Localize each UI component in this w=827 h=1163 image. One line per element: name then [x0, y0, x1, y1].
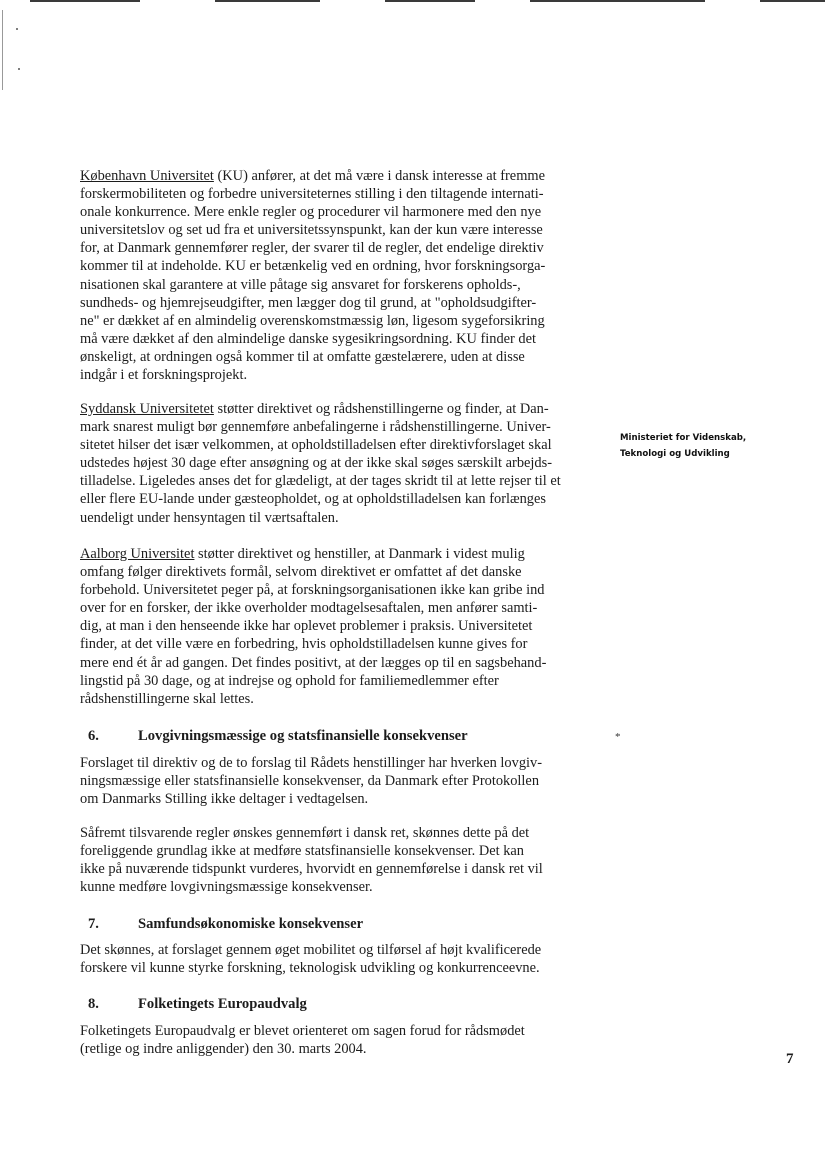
scan-artifact-dot — [16, 28, 18, 30]
paragraph-line: sundheds- og hjemrejseudgifter, men lægger dog til grund, at "opholdsudgifter- — [80, 294, 537, 311]
paragraph-line: forbehold. Universitetet peger på, at forskningsorganisationen ikke kan gribe ind — [80, 582, 545, 599]
paragraph-line: forskere vil kunne styrke forskning, teknologisk udvikling og konkurrenceevne. — [80, 960, 540, 977]
paragraph-line: forskermobiliteten og forbedre universiteternes stilling i den tiltagende internati- — [80, 186, 544, 203]
paragraph-line: Såfremt tilsvarende regler ønskes gennemført i dansk ret, skønnes dette på det — [80, 825, 530, 841]
paragraph-line: mere end ét år ad gangen. Det findes positivt, at der lægges op til en sagsbehand- — [80, 654, 547, 671]
scan-artifact-line — [215, 0, 320, 2]
paragraph-line: om Danmarks Stilling ikke deltager i vedtagelsen. — [80, 791, 369, 808]
scan-artifact-line — [30, 0, 140, 2]
paragraph-line: Forslaget til direktiv og de to forslag til Rådets henstillinger har hverken lovgiv- — [80, 755, 543, 771]
paragraph-line: uendeligt under hensyntagen til værtsaftalen. — [80, 509, 339, 526]
paragraph-line: lingstid på 30 dage, og at indrejse og ophold for familiemedlemmer efter — [80, 672, 499, 689]
section-6-paragraph-2 — [80, 824, 590, 896]
section-number: 8. — [88, 996, 99, 1012]
org-name-sdu: Syddansk Universitetet — [80, 401, 214, 417]
org-name-ku: København Universitet — [80, 168, 214, 184]
paragraph-ku — [80, 167, 590, 384]
paragraph-line: eller flere EU-lande under gæsteopholdet, og at opholdstilladelsen kan forlænges — [80, 491, 546, 508]
paragraph-line: ningsmæssige eller statsfinansielle konsekvenser, da Danmark efter Protokollen — [80, 773, 540, 790]
paragraph-line: universitetslov og set ud fra et universitetssynspunkt, kan der kun være interesse — [80, 222, 543, 239]
section-7-heading — [88, 916, 363, 933]
paragraph-line: for, at Danmark gennemfører regler, der svarer til de regler, det endelige direktiv — [80, 240, 544, 257]
section-7-paragraph-1 — [80, 941, 590, 977]
paragraph-aau — [80, 545, 590, 708]
margin-mark: * — [615, 731, 621, 743]
paragraph-line: foreliggende grundlag ikke at medføre statsfinansielle konsekvenser. Det kan — [80, 843, 524, 860]
section-number: 6. — [88, 728, 99, 744]
page-number: 7 — [786, 1051, 794, 1067]
scan-artifact-line — [760, 0, 825, 2]
paragraph-line: Syddansk Universitetet støtter direktivet og rådshenstillingerne og finder, at Dan- — [80, 401, 549, 417]
paragraph-line: indgår i et forskningsprojekt. — [80, 367, 248, 384]
section-8-paragraph-1 — [80, 1022, 590, 1058]
ministry-name-line1: Ministeriet for Videnskab, — [620, 433, 747, 443]
paragraph-line: kommer til at indeholde. KU er betænkelig ved en ordning, hvor forskningsorga- — [80, 258, 546, 275]
scan-artifact-dot — [18, 68, 20, 70]
scan-artifact-line — [530, 0, 705, 2]
paragraph-line: nisationen skal garantere at ville påtage sig ansvaret for forskerens opholds-, — [80, 276, 521, 293]
paragraph-line: mark snarest muligt bør gennemføre anbefalingerne i rådshenstillingerne. Univer- — [80, 419, 551, 436]
paragraph-line: sitetet hilser det især velkommen, at opholdstilladelsen efter direktivforslaget skal — [80, 437, 552, 454]
paragraph-line: dig, at man i den henseende ikke har oplevet problemer i praksis. Universitetet — [80, 618, 533, 635]
paragraph-line: over for en forsker, der ikke overholder modtagelsesaftalen, men anfører samti- — [80, 600, 538, 617]
paragraph-line: kunne medføre lovgivningsmæssige konsekvenser. — [80, 879, 373, 896]
paragraph-line: (retlige og indre anliggender) den 30. marts 2004. — [80, 1041, 367, 1058]
ministry-name-line2: Teknologi og Udvikling — [620, 449, 730, 459]
paragraph-line: ikke på nuværende tidspunkt vurderes, hvorvidt en gennemførelse i dansk ret vil — [80, 861, 543, 878]
paragraph-line: omfang følger direktivets formål, selvom direktivet er omfattet af det danske — [80, 564, 522, 581]
paragraph-line: ønskeligt, at ordningen også kommer til at omfatte gæstelærere, uden at disse — [80, 348, 525, 365]
paragraph-line: tilladelse. Ligeledes anses det for glædeligt, at der tages skridt til at lette rejser til et — [80, 473, 561, 490]
paragraph-line: må være dækket af den almindelige danske sygesikringsordning. KU finder det — [80, 330, 536, 347]
paragraph-line: udstedes højest 30 dage efter ansøgning og at der ikke skal søges særskilt arbejds- — [80, 455, 552, 472]
section-title: Samfundsøkonomiske konsekvenser — [138, 916, 364, 932]
paragraph-line: onale konkurrence. Mere enkle regler og procedurer vil harmonere med den nye — [80, 204, 542, 221]
section-title: Folketingets Europaudvalg — [138, 996, 307, 1012]
section-number: 7. — [88, 916, 99, 932]
paragraph-line: Aalborg Universitet støtter direktivet og henstiller, at Danmark i videst mulig — [80, 546, 525, 562]
section-6-paragraph-1 — [80, 754, 590, 808]
paragraph-line: rådshenstillingerne skal lettes. — [80, 690, 254, 707]
paragraph-line: København Universitet (KU) anfører, at det må være i dansk interesse at fremme — [80, 168, 545, 184]
org-name-aau: Aalborg Universitet — [80, 546, 195, 562]
paragraph-line: Folketingets Europaudvalg er blevet orienteret om sagen forud for rådsmødet — [80, 1023, 525, 1039]
paragraph-line: finder, at det ville være en forbedring, hvis opholdstilladelsen kunne gives for — [80, 636, 528, 653]
scan-artifact-edge — [2, 10, 3, 90]
section-6-heading — [88, 728, 468, 745]
scan-artifact-line — [385, 0, 475, 2]
paragraph-sdu — [80, 400, 590, 527]
section-title: Lovgivningsmæssige og statsfinansielle konsekvenser — [138, 728, 468, 744]
ministry-sidebar — [620, 430, 746, 462]
paragraph-line: ne" er dækket af en almindelig overenskomstmæssig løn, ligesom sygeforsikring — [80, 312, 545, 329]
section-8-heading — [88, 996, 307, 1013]
paragraph-line: Det skønnes, at forslaget gennem øget mobilitet og tilførsel af højt kvalificerede — [80, 942, 542, 958]
